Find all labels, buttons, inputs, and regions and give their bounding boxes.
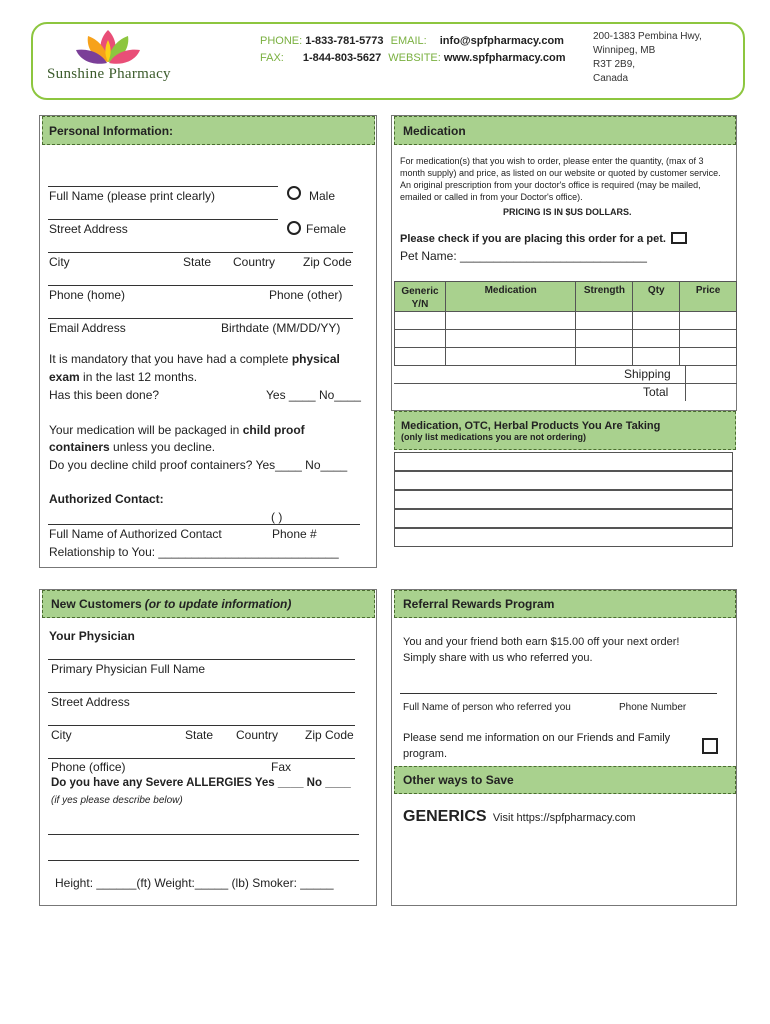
fax-value: 1-844-803-5627 (302, 52, 382, 64)
phys-country-label: Country (236, 728, 279, 742)
referral-name-label: Full Name of person who referred you (403, 702, 571, 713)
child-text: unless you decline. (109, 440, 216, 454)
other-header: Other ways to Save (394, 766, 736, 794)
website-label: WEBSITE: (388, 52, 441, 64)
brand-name: Sunshine Pharmacy (47, 66, 171, 82)
ff-info-1: Please send me information on our Friends and Family (403, 732, 671, 744)
newcust-title: New Customers (51, 597, 142, 611)
ff-info-2: program. (403, 748, 448, 760)
male-label: Male (309, 189, 336, 203)
medication-table (394, 281, 737, 366)
otc-row[interactable] (394, 452, 733, 471)
child-line-2 (49, 440, 215, 454)
child-text: Your medication will be packaged in (49, 423, 243, 437)
birthdate-label: Birthdate (MM/DD/YY) (221, 321, 341, 335)
allergy-line[interactable] (48, 860, 359, 861)
phys-phone-line[interactable] (48, 758, 355, 759)
phys-fax-label: Fax (271, 760, 292, 774)
full-name-line[interactable] (48, 186, 278, 187)
phone-label: PHONE: (260, 35, 303, 47)
female-label: Female (306, 222, 347, 236)
child-question[interactable]: Do you decline child proof containers? Yes____ No____ (49, 458, 348, 472)
primary-label: Primary Physician Full Name (51, 662, 206, 676)
zip-label: Zip Code (303, 255, 352, 269)
phone-line[interactable] (48, 285, 353, 286)
exam-text: It is mandatory that you have had a complete (49, 352, 292, 366)
phys-city-line[interactable] (48, 725, 355, 726)
exam-yes-no[interactable]: Yes ____ No____ (266, 388, 361, 402)
referral-line-1: You and your friend both earn $15.00 off your next order! (403, 636, 680, 648)
email-address-label: Email Address (49, 321, 126, 335)
phone-home-label: Phone (home) (49, 288, 126, 302)
contact-row-1 (260, 35, 564, 47)
city-label: City (49, 255, 70, 269)
generics-title: GENERICS (403, 808, 487, 825)
phys-street-line[interactable] (48, 692, 355, 693)
phys-street-label: Street Address (51, 695, 130, 709)
country-label: Country (233, 255, 276, 269)
phys-city-label: City (51, 728, 72, 742)
newcust-header (42, 590, 375, 618)
auth-phone-label: Phone # (272, 527, 317, 541)
personal-header: Personal Information: (42, 116, 375, 145)
generics-line (403, 808, 636, 826)
exam-line-2 (49, 370, 197, 384)
street-label: Street Address (49, 222, 128, 236)
address-block (593, 30, 702, 86)
street-line[interactable] (48, 219, 278, 220)
generics-visit: Visit https://spfpharmacy.com (492, 812, 636, 824)
child-line-1 (49, 423, 305, 437)
website-value: www.spfpharmacy.com (443, 52, 566, 64)
col-medication: Medication (445, 282, 576, 312)
address-line: 200-1383 Pembina Hwy, (593, 31, 702, 42)
table-row[interactable] (395, 348, 737, 366)
exam-bold: exam (49, 370, 80, 384)
otc-row[interactable] (394, 509, 733, 528)
auth-phone-paren: ( ) (271, 510, 283, 524)
address-line: R3T 2B9, (593, 59, 636, 70)
auth-relationship[interactable]: Relationship to You: ___________________________ (49, 545, 339, 559)
pet-check-label: Please check if you are placing this order for a pet. (400, 233, 666, 245)
table-row[interactable] (395, 312, 737, 330)
lotus-logo-icon (74, 26, 142, 68)
table-row[interactable] (395, 330, 737, 348)
full-name-label: Full Name (please print clearly) (49, 189, 216, 203)
allergy-line[interactable] (48, 834, 359, 835)
otc-row[interactable] (394, 490, 733, 509)
exam-question: Has this been done? (49, 388, 160, 402)
email-line[interactable] (48, 318, 353, 319)
phone-value: 1-833-781-5773 (305, 35, 384, 47)
referral-line-2: Simply share with us who referred you. (403, 652, 593, 664)
state-label: State (183, 255, 212, 269)
contact-row-2 (260, 52, 566, 64)
pet-checkbox[interactable] (671, 232, 687, 244)
city-line[interactable] (48, 252, 353, 253)
email-value: info@spfpharmacy.com (439, 35, 564, 47)
col-strength: Strength (576, 282, 633, 312)
male-radio[interactable] (287, 186, 301, 200)
allergies-question[interactable]: Do you have any Severe ALLERGIES Yes ____ No ____ (51, 777, 351, 789)
exam-text: in the last 12 months. (79, 370, 198, 384)
col-generic: Generic Y/N (395, 282, 446, 312)
medication-header: Medication (394, 116, 736, 145)
physician-title: Your Physician (49, 629, 135, 643)
auth-line[interactable] (48, 524, 360, 525)
child-bold: containers (49, 440, 110, 454)
shipping-label: Shipping (624, 367, 671, 381)
otc-row[interactable] (394, 528, 733, 547)
address-line: Canada (593, 73, 629, 84)
col-price: Price (680, 282, 737, 312)
pricing-note: PRICING IS IN $US DOLLARS. (503, 207, 632, 217)
pet-name-field[interactable]: Pet Name: ____________________________ (400, 249, 647, 263)
exam-bold: physical (291, 352, 340, 366)
fax-label: FAX: (260, 52, 284, 64)
total-divider (685, 365, 686, 401)
email-label: EMAIL: (390, 35, 427, 47)
referral-phone-label: Phone Number (619, 702, 687, 713)
phone-other-label: Phone (other) (269, 288, 343, 302)
phys-zip-label: Zip Code (305, 728, 354, 742)
col-qty: Qty (633, 282, 680, 312)
address-line: Winnipeg, MB (593, 45, 656, 56)
phys-state-label: State (185, 728, 214, 742)
total-label: Total (643, 385, 669, 399)
exam-line-1 (49, 352, 340, 366)
otc-subtitle: (only list medications you are not ordering) (401, 432, 587, 442)
phys-phone-label: Phone (office) (51, 760, 126, 774)
otc-row[interactable] (394, 471, 733, 490)
primary-line[interactable] (48, 659, 355, 660)
child-bold: child proof (242, 423, 305, 437)
referral-line[interactable] (400, 693, 717, 694)
allergies-describe: (if yes please describe below) (51, 795, 183, 806)
referral-header: Referral Rewards Program (394, 590, 736, 618)
female-radio[interactable] (287, 221, 301, 235)
measures-field[interactable]: Height: ______(ft) Weight:_____ (lb) Smoker: _____ (55, 876, 334, 890)
ff-checkbox[interactable] (702, 738, 718, 754)
newcust-title-italic: (or to update information) (144, 597, 292, 611)
medication-instructions: For medication(s) that you wish to order, please enter the quantity, (max of 3 month supply) and price, as listed on our website or quoted by customer service. An original prescription from your doctor's office is required (may be mailed, emailed or called in from your Doctor's office). (400, 156, 721, 202)
auth-name-label: Full Name of Authorized Contact (49, 527, 222, 541)
otc-header (394, 411, 736, 450)
auth-title: Authorized Contact: (49, 492, 164, 506)
table-header-row (395, 282, 737, 312)
otc-title: Medication, OTC, Herbal Products You Are Taking (401, 420, 661, 432)
